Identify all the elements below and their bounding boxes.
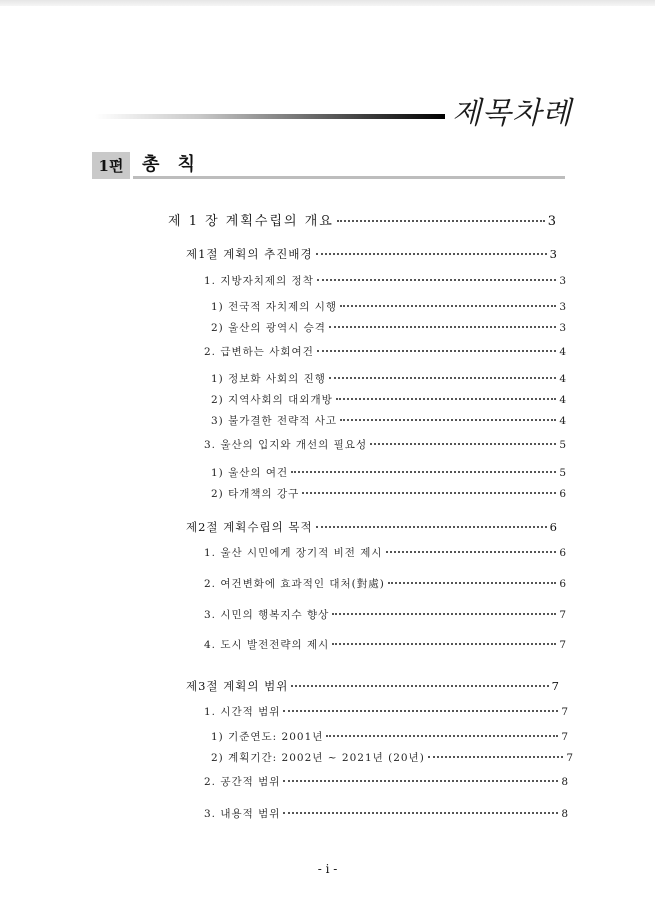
toc-item[interactable] (204, 344, 567, 362)
title-gradient-bar (95, 114, 445, 119)
toc-page: 7 (559, 609, 567, 621)
top-band (0, 0, 655, 6)
toc-label: 제1절 계획의 추진배경 (186, 247, 313, 261)
toc-item[interactable] (204, 637, 567, 655)
toc-page: 5 (559, 439, 567, 451)
toc-label: 1) 전국적 자치제의 시행 (211, 301, 338, 313)
toc-leader (316, 526, 547, 528)
toc-page: 3 (559, 275, 567, 287)
toc-page: 7 (561, 706, 569, 718)
toc-label: 2) 지역사회의 대외개방 (211, 394, 333, 406)
toc-subitem[interactable] (211, 465, 567, 483)
toc-page: 3 (559, 301, 567, 313)
toc-subitem[interactable] (211, 392, 567, 410)
toc-chapter[interactable] (168, 210, 558, 228)
toc-label: 3. 내용적 범위 (204, 808, 281, 820)
toc-label: 3. 울산의 입지와 개선의 필요성 (204, 439, 368, 451)
toc-page: 6 (559, 547, 567, 559)
toc-page: 6 (559, 578, 567, 590)
toc-item[interactable] (204, 576, 567, 594)
toc-leader (317, 279, 556, 281)
toc-subitem[interactable] (211, 750, 574, 768)
toc-subitem[interactable] (211, 371, 567, 389)
toc-leader (329, 377, 556, 379)
toc-label: 1) 정보화 사회의 진행 (211, 373, 326, 385)
toc-leader (316, 253, 547, 255)
toc-leader (317, 350, 556, 352)
toc-leader (340, 305, 556, 307)
toc-section[interactable] (186, 678, 560, 696)
toc-page: 4 (559, 373, 567, 385)
toc-label: 2) 울산의 광역시 승격 (211, 322, 326, 334)
part-rule (133, 176, 565, 179)
part-number: 1편 (92, 152, 130, 179)
toc-page: 3 (549, 247, 558, 261)
toc-item[interactable] (204, 774, 569, 792)
toc-page: 5 (559, 467, 567, 479)
toc-section[interactable] (186, 246, 558, 264)
toc-subitem[interactable] (211, 486, 567, 504)
toc-leader (283, 780, 558, 782)
toc-section[interactable] (186, 519, 558, 537)
toc-page: 3 (559, 322, 567, 334)
toc-item[interactable] (204, 806, 569, 824)
toc-item[interactable] (204, 273, 567, 291)
toc-item[interactable] (204, 607, 567, 625)
toc-item[interactable] (204, 704, 569, 722)
toc-leader (332, 613, 556, 615)
toc-leader (283, 710, 558, 712)
toc-page: 4 (559, 394, 567, 406)
toc-label: 3) 불가결한 전략적 사고 (211, 415, 338, 427)
toc-leader (336, 398, 557, 400)
toc-label: 2. 급변하는 사회여건 (204, 346, 314, 358)
toc-leader (329, 326, 556, 328)
part-title: 총 칙 (142, 154, 202, 175)
toc-leader (388, 582, 557, 584)
toc-page: 6 (559, 488, 567, 500)
toc-label: 2) 타개책의 강구 (211, 488, 300, 500)
toc-leader (291, 471, 556, 473)
toc-page: 6 (549, 520, 558, 534)
toc-leader (340, 419, 556, 421)
toc-page: 8 (561, 776, 569, 788)
toc-item[interactable] (204, 545, 567, 563)
toc-leader (326, 735, 558, 737)
toc-label: 제 1 장 계획수립의 개요 (168, 214, 334, 229)
toc-leader (332, 643, 556, 645)
toc-page: 4 (559, 346, 567, 358)
toc-page: 7 (561, 731, 569, 743)
toc-leader (370, 443, 556, 445)
page-number: - i - (317, 862, 338, 876)
toc-label: 2. 공간적 범위 (204, 776, 281, 788)
toc-item[interactable] (204, 437, 567, 455)
toc-subitem[interactable] (211, 299, 567, 317)
toc-subitem[interactable] (211, 413, 567, 431)
toc-label: 1. 울산 시민에게 장기적 비전 제시 (204, 547, 383, 559)
toc-page: 4 (559, 415, 567, 427)
toc-leader (386, 551, 557, 553)
toc-label: 2) 계획기간: 2002년 ~ 2021년 (20년) (211, 752, 425, 764)
toc-label: 1. 시간적 범위 (204, 706, 281, 718)
toc-label: 1) 기준연도: 2001년 (211, 731, 324, 743)
toc-label: 1) 울산의 여건 (211, 467, 289, 479)
toc-leader (291, 685, 548, 687)
toc-page: 7 (551, 679, 560, 693)
toc-label: 2. 여건변화에 효과적인 대처(對處) (204, 578, 385, 590)
toc-page: 7 (566, 752, 574, 764)
toc-label: 1. 지방자치제의 정착 (204, 275, 314, 287)
toc-label: 제3절 계획의 범위 (186, 679, 289, 693)
toc-subitem[interactable] (211, 729, 569, 747)
toc-leader (428, 756, 564, 758)
toc-subitem[interactable] (211, 320, 567, 338)
toc-page: 7 (559, 639, 567, 651)
toc-page: 8 (561, 808, 569, 820)
toc-leader (283, 812, 558, 814)
toc-leader (337, 220, 545, 222)
toc-label: 3. 시민의 행복지수 향상 (204, 609, 330, 621)
toc-leader (302, 492, 556, 494)
toc-label: 4. 도시 발전전략의 제시 (204, 639, 330, 651)
toc-label: 제2절 계획수립의 목적 (186, 520, 313, 534)
page-title: 제목차례 (452, 96, 572, 131)
toc-page: 3 (547, 214, 558, 229)
